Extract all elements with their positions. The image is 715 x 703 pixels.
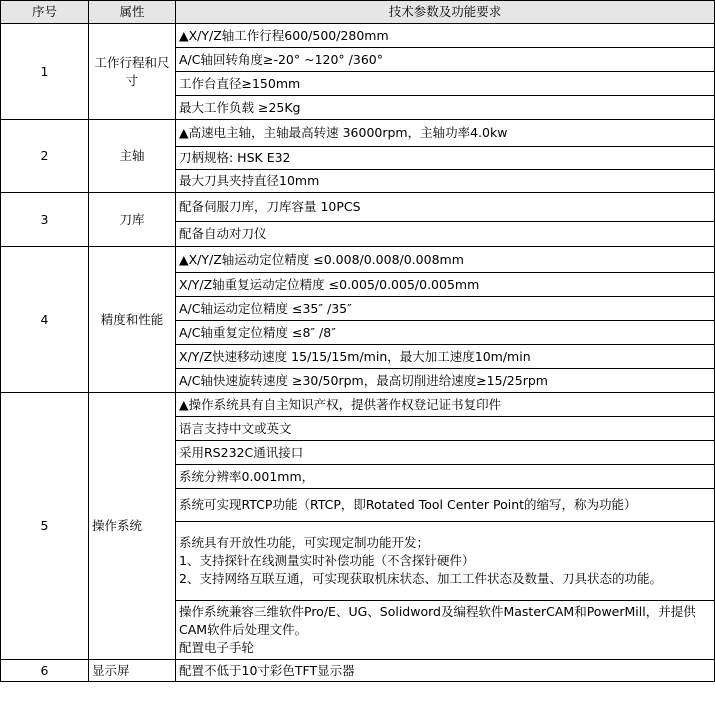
spec-line: 系统具有开放性功能，可实现定制功能开发； [179, 535, 430, 550]
table-row [1, 193, 715, 222]
spec-item: 刀柄规格: HSK E32 [176, 147, 715, 170]
spec-line: 配置电子手轮 [179, 640, 255, 655]
spec-item: ▲操作系统具有自主知识产权，提供著作权登记证书复印件 [176, 393, 715, 417]
table-row [1, 247, 715, 273]
table-row [1, 660, 715, 682]
header-no: 序号 [1, 1, 89, 24]
spec-item: ▲X/Y/Z轴工作行程600/500/280mm [176, 24, 715, 48]
spec-item: 工作台直径≥150mm [176, 72, 715, 96]
header-spec: 技术参数及功能要求 [176, 1, 715, 24]
header-attr: 属性 [89, 1, 176, 24]
spec-item: ▲X/Y/Z轴运动定位精度 ≤0.008/0.008/0.008mm [176, 247, 715, 273]
spec-line: 2、支持网络互联互通，可实现获取机床状态、加工工件状态及数量、刀具状态的功能。 [179, 571, 662, 586]
spec-item: A/C轴重复定位精度 ≤8″ /8″ [176, 321, 715, 345]
spec-item: 语言支持中文或英文 [176, 417, 715, 441]
spec-item: 系统可实现RTCP功能（RTCP，即Rotated Tool Center Point的缩写，称为功能） [176, 489, 715, 522]
row-number: 5 [1, 393, 89, 660]
row-attribute: 精度和性能 [89, 247, 176, 393]
spec-item: 配备自动对刀仪 [176, 222, 715, 247]
table-row [1, 393, 715, 417]
spec-line: 1、支持探针在线测量实时补偿功能（不含探针硬件） [179, 553, 475, 568]
row-attribute: 显示屏 [89, 660, 176, 682]
spec-line: 操作系统兼容三维软件Pro/E、UG、Solidword及编程软件MasterCAM和PowerMill，并提供CAM软件后处理文件。 [179, 604, 696, 637]
spec-item: 最大刀具夹持直径10mm [176, 170, 715, 193]
spec-item: 最大工作负载 ≥25Kg [176, 96, 715, 120]
row-number: 3 [1, 193, 89, 247]
row-attribute: 刀库 [89, 193, 176, 247]
spec-item: A/C轴运动定位精度 ≤35″ /35″ [176, 297, 715, 321]
header-row [1, 1, 715, 24]
table-row [1, 120, 715, 147]
spec-item: 系统分辨率0.001mm， [176, 465, 715, 489]
spec-item: 配置不低于10寸彩色TFT显示器 [176, 660, 715, 682]
spec-item-multiline [176, 522, 715, 601]
row-attribute: 操作系统 [89, 393, 176, 660]
spec-item: ▲高速电主轴，主轴最高转速 36000rpm，主轴功率4.0kw [176, 120, 715, 147]
row-number: 2 [1, 120, 89, 193]
row-number: 4 [1, 247, 89, 393]
spec-item: A/C轴回转角度≥-20° ~120° /360° [176, 48, 715, 72]
spec-item: X/Y/Z快速移动速度 15/15/15m/min，最大加工速度10m/min [176, 345, 715, 369]
row-attribute: 主轴 [89, 120, 176, 193]
row-attribute: 工作行程和尺寸 [89, 24, 176, 120]
spec-item: X/Y/Z轴重复运动定位精度 ≤0.005/0.005/0.005mm [176, 273, 715, 297]
row-number: 6 [1, 660, 89, 682]
spec-item: 配备伺服刀库，刀库容量 10PCS [176, 193, 715, 222]
row-number: 1 [1, 24, 89, 120]
spec-item: 采用RS232C通讯接口 [176, 441, 715, 465]
table-row [1, 24, 715, 48]
spec-item-multiline [176, 601, 715, 660]
spec-item: A/C轴快速旋转速度 ≥30/50rpm，最高切削进给速度≥15/25rpm [176, 369, 715, 393]
